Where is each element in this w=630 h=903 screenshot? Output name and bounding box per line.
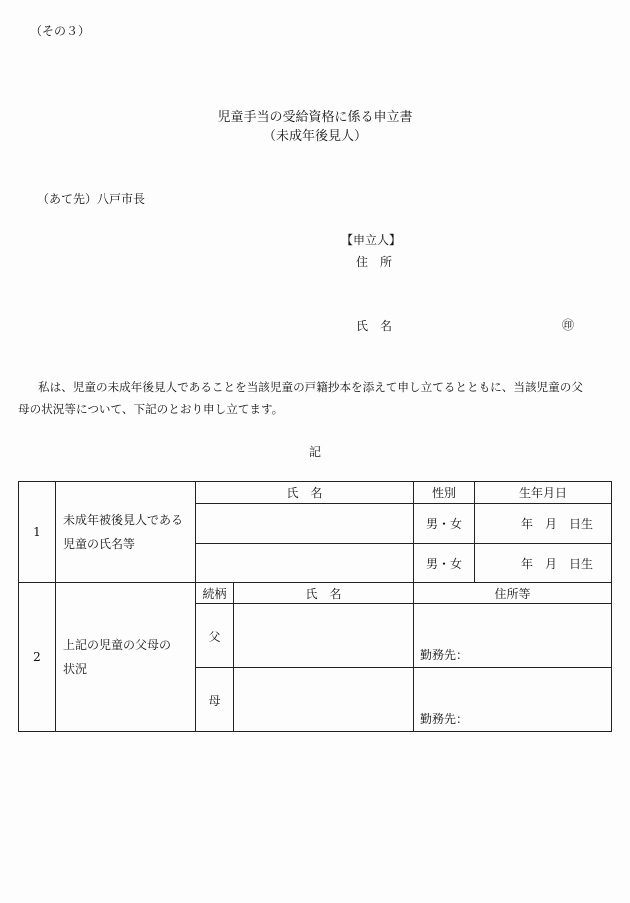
form-serial: （その３） (30, 24, 91, 38)
child-name-cell[interactable] (196, 544, 414, 583)
application-table (18, 481, 612, 732)
section-label-line: 状況 (63, 662, 88, 676)
table-row (19, 482, 612, 504)
birthdate-cell[interactable]: 年 月 日生 (475, 504, 612, 544)
relation-cell: 母 (196, 668, 234, 732)
column-header-sex: 性別 (414, 482, 475, 504)
document-title: 児童手当の受給資格に係る申立書 (217, 110, 413, 125)
seal-mark: ㊞ (562, 318, 575, 332)
applicant-address-label: 住 所 (356, 255, 393, 269)
section-label-line: 未成年被後見人である (63, 513, 184, 527)
column-header-name: 氏 名 (234, 583, 414, 604)
statement-line-1: 私は、児童の未成年後見人であることを当該児童の戸籍抄本を添えて申し立てるとともに、当該児童の父 (38, 380, 583, 394)
section-number: 2 (19, 583, 56, 732)
relation-cell: 父 (196, 604, 234, 668)
section-label (56, 482, 196, 583)
table-row (19, 583, 612, 604)
child-name-cell[interactable] (196, 504, 414, 544)
ki-label: 記 (308, 445, 321, 459)
column-header-relation: 続柄 (196, 583, 234, 604)
section-number: 1 (19, 482, 56, 583)
column-header-name: 氏 名 (196, 482, 414, 504)
column-header-address: 住所等 (414, 583, 612, 604)
applicant-name-label: 氏 名 (356, 319, 393, 333)
applicant-heading: 【申立人】 (341, 233, 402, 247)
birthdate-cell[interactable]: 年 月 日生 (475, 544, 612, 583)
parent-name-cell[interactable] (234, 604, 414, 668)
section-label-line: 上記の児童の父母の (63, 638, 172, 652)
section-label (56, 583, 196, 732)
workplace-cell[interactable]: 勤務先： (414, 668, 612, 732)
workplace-cell[interactable]: 勤務先： (414, 604, 612, 668)
sex-cell[interactable]: 男・女 (414, 544, 475, 583)
column-header-birthdate: 生年月日 (475, 482, 612, 504)
document-subtitle: （未成年後見人） (262, 129, 367, 144)
statement-line-2: 母の状況等について、下記のとおり申し立てます。 (18, 402, 284, 416)
addressee: （あて先）八戸市長 (37, 192, 146, 206)
sex-cell[interactable]: 男・女 (414, 504, 475, 544)
parent-name-cell[interactable] (234, 668, 414, 732)
section-label-line: 児童の氏名等 (63, 537, 136, 551)
